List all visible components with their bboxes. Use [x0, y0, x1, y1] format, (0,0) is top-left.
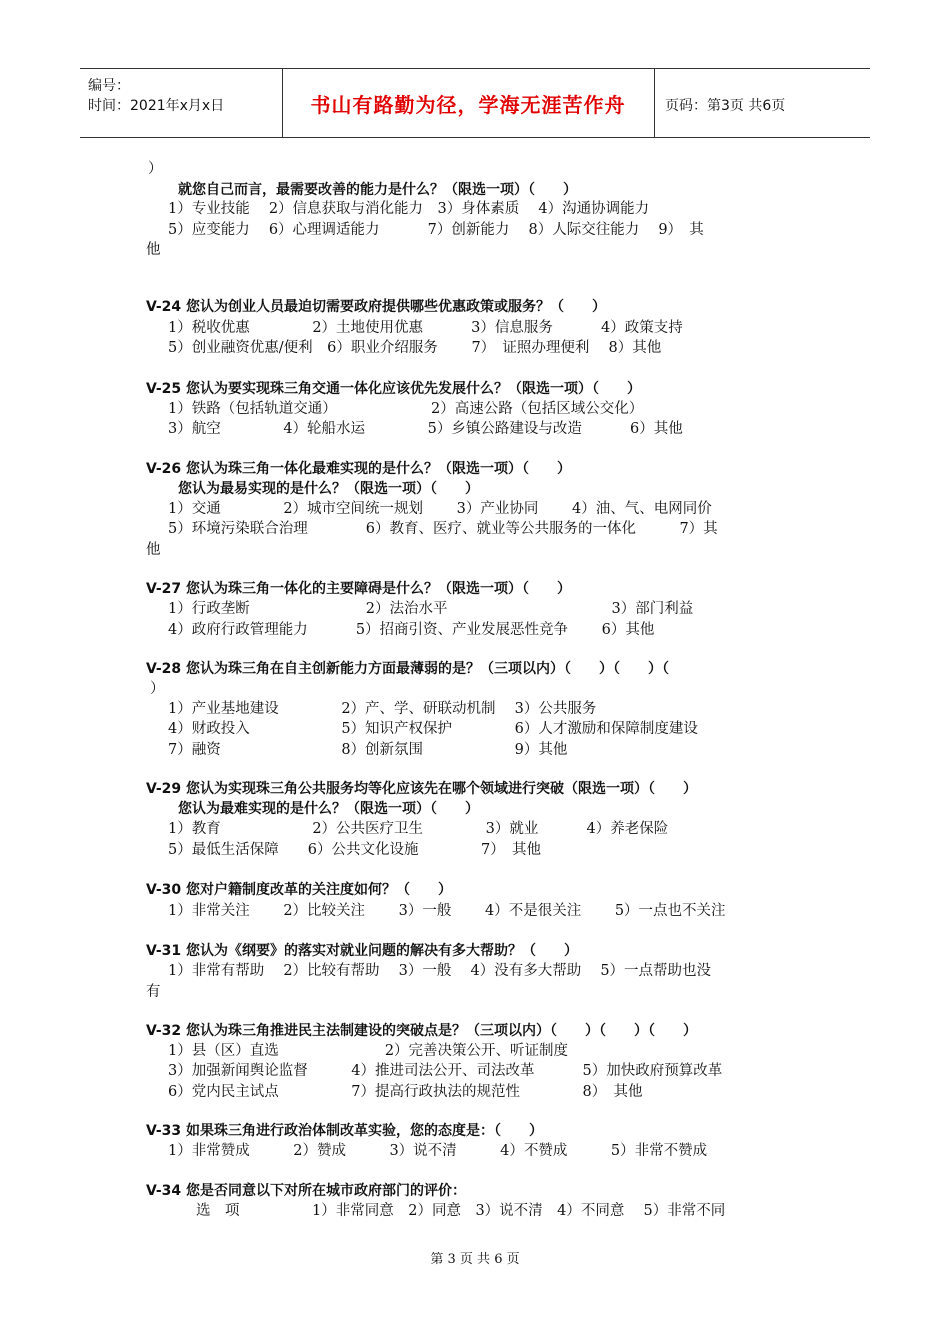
question-text: V-33 如果珠三角进行政治体制改革实验，您的态度是：（ ） [146, 1123, 543, 1139]
option-line: 1）非常关注 2）比较关注 3）一般 4）不是很关注 5）一点也不关注 [168, 903, 726, 919]
option-line: 1）税收优惠 2）土地使用优惠 3）信息服务 4）政策支持 [168, 320, 683, 336]
option-line: 1）交通 2）城市空间统一规划 3）产业协同 4）油、气、电网同价 [168, 501, 712, 517]
header-meta-cell [80, 69, 283, 137]
option-line: 1）教育 2）公共医疗卫生 3）就业 4）养老保险 [168, 821, 669, 837]
option-line: 1）专业技能 2）信息获取与消化能力 3）身体素质 4）沟通协调能力 [168, 201, 650, 217]
option-line: 5）环境污染联合治理 6）教育、医疗、就业等公共服务的一体化 7）其 [168, 521, 718, 537]
header-page-cell [654, 69, 871, 137]
question-text: V-27 您认为珠三角一体化的主要障碍是什么？（限选一项）（ ） [146, 581, 571, 597]
option-line: 4）政府行政管理能力 5）招商引资、产业发展恶性竞争 6）其他 [168, 622, 655, 638]
page-header [80, 68, 870, 138]
header-motto: 书山有路勤为径，学海无涯苦作舟 [310, 93, 626, 117]
option-line: 5）创业融资优惠/便利 6）职业介绍服务 7） 证照办理便利 8）其他 [168, 340, 662, 356]
option-line: 3）航空 4）轮船水运 5）乡镇公路建设与改造 6）其他 [168, 421, 683, 437]
option-line: 1）行政垄断 2）法治水平 3）部门利益 [168, 601, 694, 617]
question-text: 就您自己而言，最需要改善的能力是什么？（限选一项）（ ） [178, 182, 577, 198]
option-line: 有 [146, 984, 161, 1000]
option-line: 他 [146, 242, 161, 258]
option-line: 选 项 1）非常同意 2）同意 3）说不清 4）不同意 5）非常不同 [196, 1203, 726, 1219]
option-line: 3）加强新闻舆论监督 4）推进司法公开、司法改革 5）加快政府预算改革 [168, 1063, 723, 1079]
option-line: ） [148, 161, 163, 177]
option-line: 1）铁路（包括轨道交通） 2）高速公路（包括区域公交化） [168, 401, 644, 417]
question-text: 您认为最易实现的是什么？（限选一项）（ ） [178, 481, 479, 497]
question-text: V-29 您认为实现珠三角公共服务均等化应该先在哪个领域进行突破（限选一项）（ ） [146, 781, 697, 797]
question-text: V-32 您认为珠三角推进民主法制建设的突破点是？（三项以内）（ ）（ ）（ ） [146, 1023, 697, 1039]
question-text: 您认为最难实现的是什么？（限选一项）（ ） [178, 801, 479, 817]
option-line: 1）产业基地建设 2）产、学、研联动机制 3）公共服务 [168, 701, 597, 717]
question-text: V-24 您认为创业人员最迫切需要政府提供哪些优惠政策或服务？（ ） [146, 299, 606, 315]
option-line: 1）非常赞成 2）赞成 3）说不清 4）不赞成 5）非常不赞成 [168, 1143, 708, 1159]
question-text: V-28 您认为珠三角在自主创新能力方面最薄弱的是？（三项以内）（ ）（ ）（ [146, 661, 669, 677]
option-line: 6）党内民主试点 7）提高行政执法的规范性 8） 其他 [168, 1084, 643, 1100]
question-text: V-30 您对户籍制度改革的关注度如何？（ ） [146, 882, 452, 898]
option-line: 他 [146, 542, 161, 558]
option-line: 5）应变能力 6）心理调适能力 7）创新能力 8）人际交往能力 9） 其 [168, 222, 704, 238]
question-text: V-34 您是否同意以下对所在城市政府部门的评价： [146, 1183, 466, 1199]
document-number-label: 编号： [88, 78, 130, 94]
question-text: V-25 您认为要实现珠三角交通一体化应该优先发展什么？（限选一项）（ ） [146, 381, 641, 397]
option-line: 1）非常有帮助 2）比较有帮助 3）一般 4）没有多大帮助 5）一点帮助也没 [168, 963, 712, 979]
option-line: 4）财政投入 5）知识产权保护 6）人才激励和保障制度建设 [168, 721, 698, 737]
option-line: 7）融资 8）创新氛围 9）其他 [168, 742, 568, 758]
option-line: 1）县（区）直选 2）完善决策公开、听证制度 [168, 1043, 569, 1059]
page-footer: 第 3 页 共 6 页 [430, 1252, 520, 1267]
option-line: 5）最低生活保障 6）公共文化设施 7） 其他 [168, 842, 542, 858]
question-text: V-26 您认为珠三角一体化最难实现的是什么？（限选一项）（ ） [146, 461, 571, 477]
document-date-label: 时间：2021年x月x日 [88, 98, 225, 114]
header-page-info: 页码：第3页 共6页 [665, 98, 786, 114]
question-text: V-31 您认为《纲要》的落实对就业问题的解决有多大帮助？（ ） [146, 943, 578, 959]
option-line: ） [150, 681, 165, 697]
